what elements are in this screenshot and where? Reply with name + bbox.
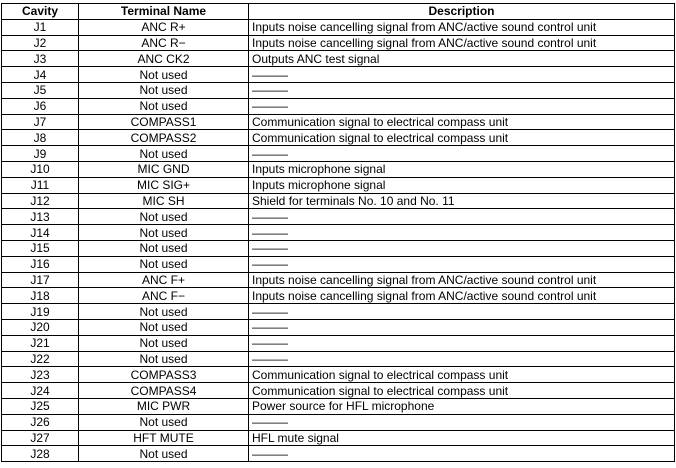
terminal-name-cell: Not used (79, 98, 249, 114)
table-row (2, 414, 675, 430)
table-row (2, 225, 675, 241)
description-cell: ——— (249, 304, 675, 320)
cavity-cell: J26 (2, 414, 79, 430)
table-body (2, 19, 675, 461)
table-row (2, 98, 675, 114)
terminal-name-cell: Not used (79, 225, 249, 241)
table-row (2, 209, 675, 225)
cavity-cell: J12 (2, 193, 79, 209)
terminal-name-cell: MIC SH (79, 193, 249, 209)
terminal-name-cell: Not used (79, 414, 249, 430)
table-row (2, 304, 675, 320)
description-cell: ——— (249, 82, 675, 98)
terminal-name-cell: ANC R− (79, 35, 249, 51)
cavity-cell: J20 (2, 319, 79, 335)
cavity-cell: J11 (2, 177, 79, 193)
description-cell: Outputs ANC test signal (249, 51, 675, 67)
table-row (2, 319, 675, 335)
terminal-name-cell: COMPASS3 (79, 367, 249, 383)
terminal-name-cell: MIC SIG+ (79, 177, 249, 193)
cavity-cell: J22 (2, 351, 79, 367)
description-cell: ——— (249, 414, 675, 430)
cavity-cell: J27 (2, 430, 79, 446)
table-row (2, 335, 675, 351)
description-cell: ——— (249, 256, 675, 272)
cavity-cell: J8 (2, 130, 79, 146)
terminal-name-cell: Not used (79, 240, 249, 256)
terminal-name-cell: ANC R+ (79, 19, 249, 35)
table-row (2, 367, 675, 383)
terminal-name-cell: MIC GND (79, 161, 249, 177)
terminal-name-cell: Not used (79, 146, 249, 162)
table-row (2, 82, 675, 98)
cavity-cell: J28 (2, 446, 79, 462)
table-row (2, 130, 675, 146)
terminal-name-cell: Not used (79, 304, 249, 320)
table-row (2, 288, 675, 304)
cavity-cell: J21 (2, 335, 79, 351)
description-cell: ——— (249, 335, 675, 351)
terminal-name-cell: Not used (79, 319, 249, 335)
table-row (2, 240, 675, 256)
terminal-name-cell: Not used (79, 82, 249, 98)
table-row (2, 272, 675, 288)
terminal-name-cell: Not used (79, 335, 249, 351)
cavity-cell: J25 (2, 398, 79, 414)
table-row (2, 383, 675, 399)
description-cell: Inputs microphone signal (249, 161, 675, 177)
header-terminal-name: Terminal Name (79, 4, 249, 20)
description-cell: Inputs noise cancelling signal from ANC/active sound control unit (249, 35, 675, 51)
description-cell: ——— (249, 319, 675, 335)
terminal-name-cell: ANC F+ (79, 272, 249, 288)
connector-table-container (1, 3, 675, 462)
description-cell: HFL mute signal (249, 430, 675, 446)
cavity-cell: J2 (2, 35, 79, 51)
table-row (2, 446, 675, 462)
table-header-row (2, 4, 675, 20)
table-row (2, 51, 675, 67)
description-cell: ——— (249, 446, 675, 462)
description-cell: Shield for terminals No. 10 and No. 11 (249, 193, 675, 209)
cavity-cell: J10 (2, 161, 79, 177)
terminal-name-cell: Not used (79, 446, 249, 462)
terminal-name-cell: ANC CK2 (79, 51, 249, 67)
terminal-name-cell: MIC PWR (79, 398, 249, 414)
terminal-name-cell: Not used (79, 256, 249, 272)
cavity-cell: J7 (2, 114, 79, 130)
header-description: Description (249, 4, 675, 20)
description-cell: ——— (249, 209, 675, 225)
cavity-cell: J16 (2, 256, 79, 272)
description-cell: Communication signal to electrical compass unit (249, 383, 675, 399)
terminal-name-cell: COMPASS2 (79, 130, 249, 146)
description-cell: Communication signal to electrical compass unit (249, 367, 675, 383)
description-cell: ——— (249, 146, 675, 162)
description-cell: Communication signal to electrical compass unit (249, 130, 675, 146)
description-cell: ——— (249, 225, 675, 241)
table-row (2, 114, 675, 130)
cavity-cell: J9 (2, 146, 79, 162)
description-cell: ——— (249, 351, 675, 367)
description-cell: Inputs noise cancelling signal from ANC/active sound control unit (249, 19, 675, 35)
cavity-cell: J6 (2, 98, 79, 114)
terminal-name-cell: Not used (79, 67, 249, 83)
terminal-name-cell: HFT MUTE (79, 430, 249, 446)
connector-pinout-table (1, 3, 675, 462)
terminal-name-cell: Not used (79, 351, 249, 367)
description-cell: ——— (249, 240, 675, 256)
terminal-name-cell: COMPASS1 (79, 114, 249, 130)
description-cell: Inputs noise cancelling signal from ANC/active sound control unit (249, 272, 675, 288)
table-row (2, 351, 675, 367)
cavity-cell: J4 (2, 67, 79, 83)
table-row (2, 161, 675, 177)
cavity-cell: J5 (2, 82, 79, 98)
cavity-cell: J15 (2, 240, 79, 256)
cavity-cell: J3 (2, 51, 79, 67)
table-row (2, 398, 675, 414)
table-row (2, 177, 675, 193)
cavity-cell: J1 (2, 19, 79, 35)
header-cavity: Cavity (2, 4, 79, 20)
cavity-cell: J18 (2, 288, 79, 304)
table-row (2, 193, 675, 209)
terminal-name-cell: Not used (79, 209, 249, 225)
description-cell: Inputs microphone signal (249, 177, 675, 193)
table-row (2, 35, 675, 51)
description-cell: ——— (249, 67, 675, 83)
table-row (2, 146, 675, 162)
description-cell: Inputs noise cancelling signal from ANC/active sound control unit (249, 288, 675, 304)
table-row (2, 67, 675, 83)
cavity-cell: J19 (2, 304, 79, 320)
table-row (2, 19, 675, 35)
table-row (2, 256, 675, 272)
terminal-name-cell: ANC F− (79, 288, 249, 304)
cavity-cell: J24 (2, 383, 79, 399)
description-cell: Communication signal to electrical compass unit (249, 114, 675, 130)
cavity-cell: J13 (2, 209, 79, 225)
description-cell: Power source for HFL microphone (249, 398, 675, 414)
cavity-cell: J17 (2, 272, 79, 288)
cavity-cell: J14 (2, 225, 79, 241)
table-row (2, 430, 675, 446)
description-cell: ——— (249, 98, 675, 114)
terminal-name-cell: COMPASS4 (79, 383, 249, 399)
cavity-cell: J23 (2, 367, 79, 383)
